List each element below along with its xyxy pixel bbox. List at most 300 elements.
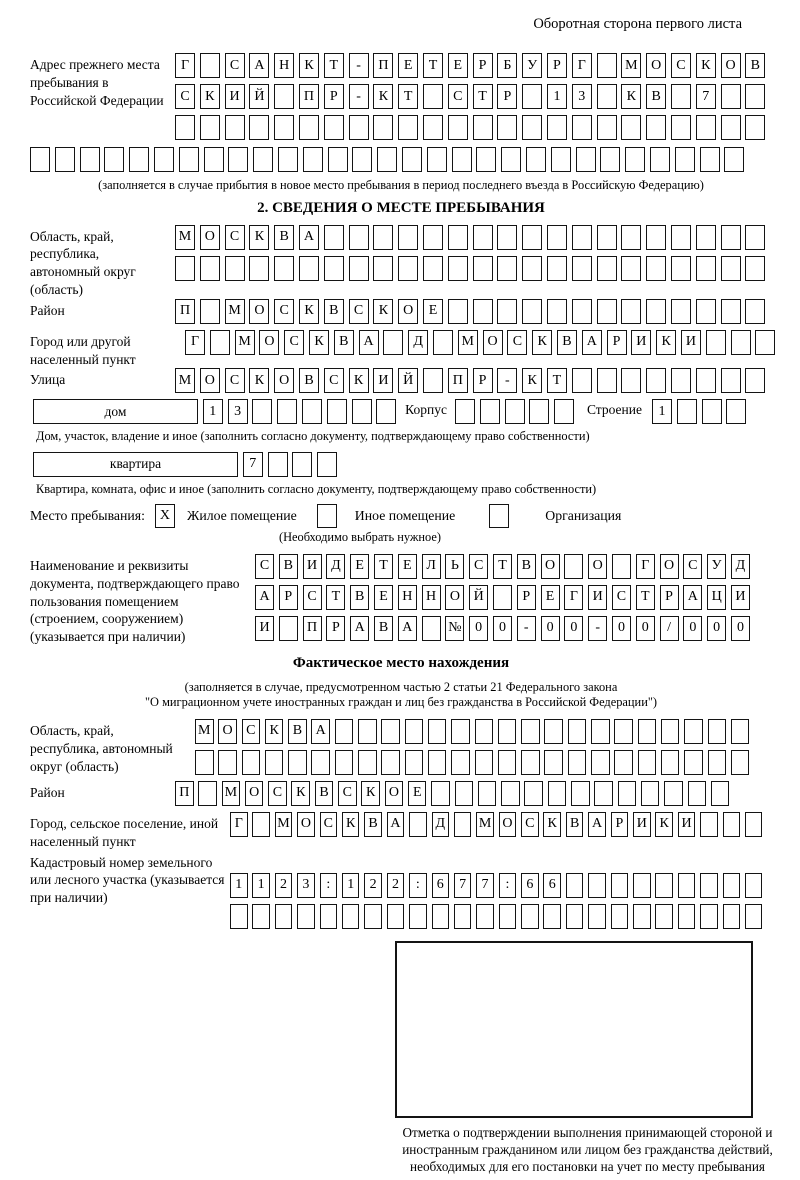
char-cell[interactable] bbox=[422, 616, 441, 641]
char-cell[interactable] bbox=[650, 147, 670, 172]
char-cell[interactable]: 0 bbox=[612, 616, 631, 641]
char-cell[interactable]: Т bbox=[493, 554, 512, 579]
char-cell[interactable]: С bbox=[448, 84, 468, 109]
char-cell[interactable] bbox=[373, 256, 393, 281]
char-cell[interactable] bbox=[335, 719, 354, 744]
char-cell[interactable]: В bbox=[334, 330, 354, 355]
char-row-actual-region-1[interactable] bbox=[195, 719, 772, 744]
char-cell[interactable]: Й bbox=[249, 84, 269, 109]
char-cell[interactable] bbox=[641, 781, 660, 806]
char-cell[interactable] bbox=[548, 781, 567, 806]
char-cell[interactable] bbox=[373, 115, 393, 140]
char-cell[interactable] bbox=[299, 115, 319, 140]
char-cell[interactable] bbox=[521, 719, 540, 744]
char-cell[interactable]: Т bbox=[324, 53, 344, 78]
char-cell[interactable]: О bbox=[274, 368, 294, 393]
char-cell[interactable]: К bbox=[522, 368, 542, 393]
char-cell[interactable] bbox=[671, 256, 691, 281]
char-cell[interactable] bbox=[633, 873, 651, 898]
apartment-type-box[interactable]: квартира bbox=[33, 452, 238, 477]
char-cell[interactable]: С bbox=[324, 368, 344, 393]
char-cell[interactable] bbox=[423, 256, 443, 281]
char-cell[interactable] bbox=[597, 53, 617, 78]
char-cell[interactable] bbox=[493, 585, 512, 610]
char-cell[interactable] bbox=[501, 781, 520, 806]
char-cell[interactable] bbox=[454, 904, 472, 929]
char-cell[interactable]: Й bbox=[469, 585, 488, 610]
char-cell[interactable] bbox=[621, 256, 641, 281]
char-cell[interactable] bbox=[646, 368, 666, 393]
char-cell[interactable]: К bbox=[249, 225, 269, 250]
char-cell[interactable]: В bbox=[374, 616, 393, 641]
char-cell[interactable] bbox=[522, 84, 542, 109]
char-cell[interactable]: 0 bbox=[564, 616, 583, 641]
char-cell[interactable] bbox=[278, 147, 298, 172]
char-cell[interactable]: С bbox=[284, 330, 304, 355]
char-row-usage-doc-1[interactable] bbox=[255, 554, 772, 579]
char-cell[interactable] bbox=[299, 256, 319, 281]
char-cell[interactable] bbox=[572, 225, 592, 250]
char-cell[interactable] bbox=[633, 904, 651, 929]
char-cell[interactable] bbox=[30, 147, 50, 172]
char-cell[interactable] bbox=[745, 368, 765, 393]
char-cell[interactable] bbox=[200, 299, 220, 324]
char-cell[interactable]: Р bbox=[326, 616, 345, 641]
char-cell[interactable]: 3 bbox=[228, 399, 248, 424]
char-cell[interactable] bbox=[358, 719, 377, 744]
char-cell[interactable] bbox=[381, 719, 400, 744]
char-cell[interactable] bbox=[179, 147, 199, 172]
char-cell[interactable]: Р bbox=[611, 812, 629, 837]
char-cell[interactable] bbox=[600, 147, 620, 172]
char-cell[interactable] bbox=[572, 256, 592, 281]
char-cell[interactable]: В bbox=[288, 719, 307, 744]
char-cell[interactable]: 3 bbox=[297, 873, 315, 898]
char-cell[interactable]: О bbox=[259, 330, 279, 355]
char-cell[interactable]: А bbox=[582, 330, 602, 355]
char-cell[interactable] bbox=[324, 225, 344, 250]
char-cell[interactable]: Б bbox=[497, 53, 517, 78]
char-cell[interactable] bbox=[377, 147, 397, 172]
char-cell[interactable] bbox=[702, 399, 722, 424]
char-cell[interactable]: Е bbox=[541, 585, 560, 610]
char-cell[interactable]: 0 bbox=[683, 616, 702, 641]
char-cell[interactable]: И bbox=[373, 368, 393, 393]
char-cell[interactable] bbox=[564, 554, 583, 579]
char-cell[interactable] bbox=[475, 750, 494, 775]
char-cell[interactable] bbox=[455, 399, 475, 424]
char-cell[interactable] bbox=[230, 904, 248, 929]
char-cell[interactable]: Г bbox=[572, 53, 592, 78]
char-cell[interactable] bbox=[655, 904, 673, 929]
char-row-stroenie[interactable] bbox=[652, 399, 751, 424]
char-cell[interactable] bbox=[218, 750, 237, 775]
char-cell[interactable] bbox=[572, 299, 592, 324]
char-cell[interactable]: М bbox=[225, 299, 245, 324]
char-cell[interactable]: Р bbox=[324, 84, 344, 109]
char-cell[interactable] bbox=[451, 719, 470, 744]
char-cell[interactable] bbox=[522, 225, 542, 250]
char-row-apartment-number[interactable] bbox=[243, 452, 342, 477]
char-cell[interactable] bbox=[522, 256, 542, 281]
char-cell[interactable]: И bbox=[255, 616, 274, 641]
char-cell[interactable] bbox=[700, 812, 718, 837]
char-cell[interactable] bbox=[721, 299, 741, 324]
char-cell[interactable]: 7 bbox=[243, 452, 263, 477]
char-cell[interactable] bbox=[274, 256, 294, 281]
char-cell[interactable]: М bbox=[458, 330, 478, 355]
char-cell[interactable] bbox=[566, 904, 584, 929]
char-cell[interactable] bbox=[288, 750, 307, 775]
char-cell[interactable]: 6 bbox=[432, 873, 450, 898]
char-cell[interactable]: К bbox=[656, 330, 676, 355]
char-cell[interactable] bbox=[274, 115, 294, 140]
char-cell[interactable]: О bbox=[541, 554, 560, 579]
char-cell[interactable] bbox=[544, 719, 563, 744]
char-cell[interactable] bbox=[292, 452, 312, 477]
char-cell[interactable]: - bbox=[349, 53, 369, 78]
char-cell[interactable] bbox=[428, 750, 447, 775]
char-cell[interactable] bbox=[638, 750, 657, 775]
char-cell[interactable] bbox=[745, 225, 765, 250]
char-cell[interactable]: - bbox=[497, 368, 517, 393]
char-cell[interactable]: 1 bbox=[230, 873, 248, 898]
char-cell[interactable] bbox=[277, 399, 297, 424]
char-cell[interactable] bbox=[677, 399, 697, 424]
char-cell[interactable]: С bbox=[268, 781, 287, 806]
char-cell[interactable]: Й bbox=[398, 368, 418, 393]
char-cell[interactable] bbox=[678, 904, 696, 929]
char-cell[interactable]: М bbox=[621, 53, 641, 78]
char-cell[interactable] bbox=[448, 115, 468, 140]
char-cell[interactable] bbox=[423, 225, 443, 250]
char-cell[interactable] bbox=[398, 256, 418, 281]
char-cell[interactable] bbox=[700, 904, 718, 929]
char-cell[interactable]: Т bbox=[473, 84, 493, 109]
char-cell[interactable] bbox=[497, 299, 517, 324]
char-cell[interactable] bbox=[253, 147, 273, 172]
char-cell[interactable] bbox=[473, 115, 493, 140]
char-cell[interactable] bbox=[473, 225, 493, 250]
char-cell[interactable]: К bbox=[299, 299, 319, 324]
char-cell[interactable] bbox=[597, 299, 617, 324]
char-cell[interactable] bbox=[448, 225, 468, 250]
char-cell[interactable] bbox=[451, 750, 470, 775]
char-cell[interactable] bbox=[655, 873, 673, 898]
char-cell[interactable] bbox=[454, 812, 472, 837]
char-cell[interactable]: Е bbox=[398, 554, 417, 579]
char-cell[interactable] bbox=[473, 256, 493, 281]
char-cell[interactable]: В bbox=[274, 225, 294, 250]
char-cell[interactable]: В bbox=[324, 299, 344, 324]
char-cell[interactable]: Е bbox=[398, 53, 418, 78]
char-cell[interactable] bbox=[279, 616, 298, 641]
char-cell[interactable] bbox=[671, 299, 691, 324]
char-cell[interactable] bbox=[476, 904, 494, 929]
char-cell[interactable]: М bbox=[235, 330, 255, 355]
char-cell[interactable]: У bbox=[707, 554, 726, 579]
char-cell[interactable]: А bbox=[255, 585, 274, 610]
char-cell[interactable]: М bbox=[175, 368, 195, 393]
char-cell[interactable] bbox=[646, 256, 666, 281]
char-cell[interactable] bbox=[317, 452, 337, 477]
char-cell[interactable]: Т bbox=[423, 53, 443, 78]
char-cell[interactable] bbox=[448, 299, 468, 324]
char-cell[interactable] bbox=[501, 147, 521, 172]
char-cell[interactable] bbox=[731, 719, 750, 744]
char-cell[interactable] bbox=[498, 750, 517, 775]
char-cell[interactable] bbox=[621, 225, 641, 250]
char-cell[interactable] bbox=[731, 330, 751, 355]
char-cell[interactable] bbox=[621, 368, 641, 393]
char-cell[interactable] bbox=[324, 256, 344, 281]
char-cell[interactable] bbox=[249, 256, 269, 281]
char-cell[interactable]: А bbox=[249, 53, 269, 78]
char-cell[interactable] bbox=[358, 750, 377, 775]
char-cell[interactable] bbox=[638, 719, 657, 744]
char-cell[interactable]: Г bbox=[636, 554, 655, 579]
char-cell[interactable]: И bbox=[633, 812, 651, 837]
char-cell[interactable] bbox=[129, 147, 149, 172]
char-cell[interactable] bbox=[721, 368, 741, 393]
char-cell[interactable] bbox=[588, 904, 606, 929]
char-cell[interactable] bbox=[671, 225, 691, 250]
char-cell[interactable]: С bbox=[225, 53, 245, 78]
char-cell[interactable] bbox=[428, 719, 447, 744]
char-cell[interactable] bbox=[473, 299, 493, 324]
char-cell[interactable]: Е bbox=[448, 53, 468, 78]
char-cell[interactable] bbox=[568, 719, 587, 744]
char-cell[interactable]: С bbox=[255, 554, 274, 579]
char-cell[interactable] bbox=[572, 115, 592, 140]
char-cell[interactable] bbox=[688, 781, 707, 806]
char-row-usage-doc-2[interactable] bbox=[255, 585, 772, 610]
char-row-prev-address-1[interactable] bbox=[175, 53, 772, 78]
char-cell[interactable]: Е bbox=[423, 299, 443, 324]
char-cell[interactable] bbox=[661, 750, 680, 775]
char-cell[interactable] bbox=[497, 115, 517, 140]
char-cell[interactable]: А bbox=[359, 330, 379, 355]
char-cell[interactable]: С bbox=[469, 554, 488, 579]
char-cell[interactable]: О bbox=[445, 585, 464, 610]
char-cell[interactable]: А bbox=[588, 812, 606, 837]
char-cell[interactable] bbox=[529, 399, 549, 424]
char-cell[interactable]: 1 bbox=[203, 399, 223, 424]
char-cell[interactable]: К bbox=[265, 719, 284, 744]
char-cell[interactable]: А bbox=[387, 812, 405, 837]
char-cell[interactable]: О bbox=[385, 781, 404, 806]
char-cell[interactable]: 2 bbox=[275, 873, 293, 898]
char-cell[interactable]: К bbox=[532, 330, 552, 355]
char-cell[interactable] bbox=[342, 904, 360, 929]
char-cell[interactable] bbox=[745, 256, 765, 281]
char-cell[interactable]: П bbox=[373, 53, 393, 78]
char-row-actual-district[interactable] bbox=[175, 781, 772, 806]
char-cell[interactable]: М bbox=[195, 719, 214, 744]
char-cell[interactable] bbox=[383, 330, 403, 355]
char-cell[interactable]: С bbox=[612, 585, 631, 610]
char-cell[interactable] bbox=[678, 873, 696, 898]
char-cell[interactable]: Р bbox=[607, 330, 627, 355]
char-cell[interactable]: 1 bbox=[252, 873, 270, 898]
char-cell[interactable]: С bbox=[242, 719, 261, 744]
char-cell[interactable] bbox=[373, 225, 393, 250]
char-cell[interactable] bbox=[696, 368, 716, 393]
char-cell[interactable] bbox=[588, 873, 606, 898]
char-cell[interactable]: К bbox=[655, 812, 673, 837]
char-cell[interactable] bbox=[621, 299, 641, 324]
char-cell[interactable] bbox=[455, 781, 474, 806]
char-cell[interactable] bbox=[521, 904, 539, 929]
char-cell[interactable] bbox=[591, 750, 610, 775]
char-cell[interactable]: : bbox=[409, 873, 427, 898]
char-cell[interactable] bbox=[154, 147, 174, 172]
char-cell[interactable] bbox=[726, 399, 746, 424]
char-cell[interactable] bbox=[544, 750, 563, 775]
char-cell[interactable]: К bbox=[373, 84, 393, 109]
char-cell[interactable]: В bbox=[557, 330, 577, 355]
char-cell[interactable]: В bbox=[299, 368, 319, 393]
char-cell[interactable]: Г bbox=[230, 812, 248, 837]
char-cell[interactable]: М bbox=[275, 812, 293, 837]
char-cell[interactable] bbox=[745, 299, 765, 324]
char-cell[interactable]: О bbox=[588, 554, 607, 579]
char-cell[interactable] bbox=[711, 781, 730, 806]
char-cell[interactable] bbox=[543, 904, 561, 929]
char-cell[interactable]: 6 bbox=[543, 873, 561, 898]
char-cell[interactable]: 7 bbox=[454, 873, 472, 898]
char-cell[interactable]: Р bbox=[473, 53, 493, 78]
char-cell[interactable] bbox=[349, 256, 369, 281]
char-cell[interactable] bbox=[696, 299, 716, 324]
char-cell[interactable] bbox=[427, 147, 447, 172]
char-cell[interactable]: В bbox=[646, 84, 666, 109]
char-cell[interactable] bbox=[723, 812, 741, 837]
char-cell[interactable] bbox=[480, 399, 500, 424]
checkbox-organization[interactable] bbox=[489, 504, 509, 528]
char-cell[interactable]: 0 bbox=[469, 616, 488, 641]
char-row-prev-address-2[interactable] bbox=[175, 84, 772, 109]
char-cell[interactable] bbox=[198, 781, 217, 806]
char-cell[interactable] bbox=[708, 719, 727, 744]
char-cell[interactable]: И bbox=[225, 84, 245, 109]
char-cell[interactable] bbox=[405, 750, 424, 775]
char-cell[interactable]: Г bbox=[185, 330, 205, 355]
char-cell[interactable]: Д bbox=[326, 554, 345, 579]
char-cell[interactable]: И bbox=[588, 585, 607, 610]
char-cell[interactable] bbox=[571, 781, 590, 806]
char-cell[interactable] bbox=[200, 53, 220, 78]
char-cell[interactable] bbox=[684, 719, 703, 744]
char-cell[interactable] bbox=[497, 256, 517, 281]
char-cell[interactable] bbox=[646, 225, 666, 250]
char-cell[interactable] bbox=[80, 147, 100, 172]
char-cell[interactable] bbox=[104, 147, 124, 172]
char-cell[interactable]: О bbox=[218, 719, 237, 744]
char-cell[interactable]: К bbox=[361, 781, 380, 806]
char-cell[interactable]: 0 bbox=[731, 616, 750, 641]
char-cell[interactable]: 0 bbox=[707, 616, 726, 641]
char-cell[interactable] bbox=[335, 750, 354, 775]
char-cell[interactable]: К bbox=[291, 781, 310, 806]
char-row-city[interactable] bbox=[185, 330, 780, 355]
char-cell[interactable] bbox=[675, 147, 695, 172]
char-cell[interactable]: О bbox=[297, 812, 315, 837]
char-cell[interactable]: К bbox=[200, 84, 220, 109]
char-cell[interactable] bbox=[576, 147, 596, 172]
char-cell[interactable] bbox=[175, 256, 195, 281]
char-cell[interactable] bbox=[708, 750, 727, 775]
house-type-box[interactable]: дом bbox=[33, 399, 198, 424]
char-cell[interactable]: С bbox=[320, 812, 338, 837]
char-cell[interactable] bbox=[745, 812, 763, 837]
char-cell[interactable] bbox=[352, 399, 372, 424]
char-cell[interactable]: Н bbox=[422, 585, 441, 610]
char-cell[interactable] bbox=[731, 750, 750, 775]
char-cell[interactable] bbox=[721, 256, 741, 281]
char-cell[interactable] bbox=[554, 399, 574, 424]
char-cell[interactable]: Т bbox=[547, 368, 567, 393]
char-cell[interactable] bbox=[210, 330, 230, 355]
char-cell[interactable] bbox=[724, 147, 744, 172]
char-row-actual-region-2[interactable] bbox=[195, 750, 772, 775]
char-cell[interactable] bbox=[611, 904, 629, 929]
char-cell[interactable] bbox=[723, 873, 741, 898]
char-cell[interactable] bbox=[625, 147, 645, 172]
char-cell[interactable]: К bbox=[621, 84, 641, 109]
char-cell[interactable] bbox=[478, 781, 497, 806]
char-cell[interactable]: Р bbox=[279, 585, 298, 610]
char-cell[interactable] bbox=[597, 368, 617, 393]
char-cell[interactable] bbox=[303, 147, 323, 172]
char-cell[interactable] bbox=[475, 719, 494, 744]
char-cell[interactable] bbox=[611, 873, 629, 898]
char-cell[interactable]: А bbox=[398, 616, 417, 641]
char-cell[interactable] bbox=[684, 750, 703, 775]
char-cell[interactable] bbox=[228, 147, 248, 172]
char-cell[interactable]: К bbox=[309, 330, 329, 355]
char-cell[interactable]: А bbox=[299, 225, 319, 250]
char-cell[interactable]: 7 bbox=[476, 873, 494, 898]
char-cell[interactable]: С bbox=[683, 554, 702, 579]
char-cell[interactable]: С bbox=[303, 585, 322, 610]
char-cell[interactable] bbox=[505, 399, 525, 424]
char-cell[interactable]: О bbox=[245, 781, 264, 806]
char-cell[interactable]: П bbox=[448, 368, 468, 393]
char-cell[interactable] bbox=[499, 904, 517, 929]
char-cell[interactable]: П bbox=[303, 616, 322, 641]
char-cell[interactable]: И bbox=[631, 330, 651, 355]
char-cell[interactable] bbox=[618, 781, 637, 806]
char-cell[interactable]: Н bbox=[398, 585, 417, 610]
char-cell[interactable]: О bbox=[200, 225, 220, 250]
char-cell[interactable] bbox=[700, 873, 718, 898]
char-cell[interactable]: Д bbox=[408, 330, 428, 355]
char-cell[interactable] bbox=[597, 84, 617, 109]
char-cell[interactable] bbox=[381, 750, 400, 775]
char-cell[interactable]: 3 bbox=[572, 84, 592, 109]
char-cell[interactable] bbox=[225, 115, 245, 140]
char-cell[interactable] bbox=[745, 84, 765, 109]
char-cell[interactable]: Г bbox=[175, 53, 195, 78]
char-cell[interactable] bbox=[432, 904, 450, 929]
char-cell[interactable]: № bbox=[445, 616, 464, 641]
char-cell[interactable]: Г bbox=[564, 585, 583, 610]
char-row-prev-address-4[interactable] bbox=[30, 147, 772, 172]
char-cell[interactable]: Н bbox=[274, 53, 294, 78]
char-cell[interactable] bbox=[696, 225, 716, 250]
char-cell[interactable] bbox=[671, 368, 691, 393]
